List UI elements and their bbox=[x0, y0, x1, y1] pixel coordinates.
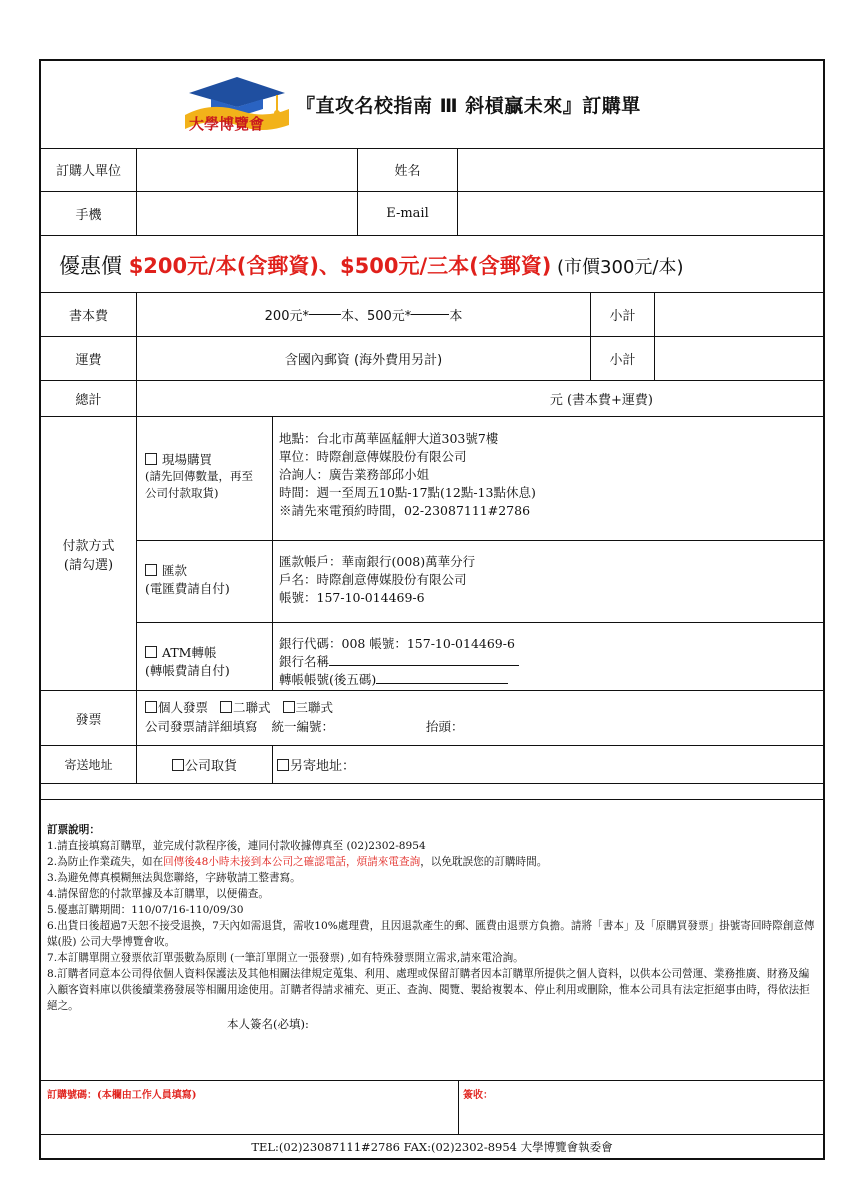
invoice-label: 發票 bbox=[41, 691, 137, 745]
invoice-row bbox=[41, 691, 823, 746]
remit-details: 匯款帳戶：華南銀行(008)萬華分行 戶名：時際創意傳媒股份有限公司 帳號：157-10-014469-6 bbox=[279, 554, 476, 605]
company-pickup-option[interactable]: 公司取貨 bbox=[137, 746, 273, 783]
notes-section bbox=[41, 800, 823, 1081]
address-label: 寄送地址 bbox=[41, 746, 137, 783]
spacer-row bbox=[41, 784, 823, 800]
payment-remit bbox=[137, 540, 823, 623]
triplicate-invoice-option[interactable]: 三聯式 bbox=[283, 700, 334, 715]
tax-id-field[interactable]: 統一編號： bbox=[271, 719, 335, 734]
notes-heading: 訂票說明： bbox=[47, 824, 100, 836]
payment-label: 付款方式 (請勾選) bbox=[41, 417, 137, 690]
book-fee-subtotal-label: 小計 bbox=[591, 293, 655, 336]
note-6: 6.出貨日後超過7天恕不接受退換，7天內如需退貨，需收10%處理費，且因退款產生的郵、匯費由退票方負擔。請將「書本」及「原購買發票」掛號寄回時際創意傳媒(股) 公司大學博覽會收。 bbox=[47, 920, 815, 948]
note-1: 1.請直接填寫訂購單，並完成付款程序後，連同付款收據傳真至 (02)2302-8954 bbox=[47, 840, 426, 852]
note-7: 7.本訂購單開立發票依訂單張數為原則 (一筆訂單開立一張發票) ,如有特殊發票開立需求,請來電洽詢。 bbox=[47, 952, 524, 964]
onsite-option[interactable]: 現場購買 (請先回傳數量，再至 公司付款取貨) bbox=[137, 417, 273, 540]
order-number-field[interactable]: 訂購號碼：(本欄由工作人員填寫) bbox=[41, 1081, 459, 1134]
email-label: E-mail bbox=[358, 192, 458, 235]
total-value[interactable]: 元 (書本費+運費) bbox=[549, 393, 653, 408]
shipping-subtotal-input[interactable] bbox=[655, 337, 823, 380]
sign-receipt-field[interactable]: 簽收： bbox=[463, 1090, 493, 1101]
onsite-checkbox[interactable] bbox=[145, 453, 157, 465]
orderer-unit-input[interactable] bbox=[137, 148, 358, 191]
name-input[interactable] bbox=[458, 148, 823, 191]
price-row bbox=[41, 236, 823, 293]
atm-checkbox[interactable] bbox=[145, 646, 157, 658]
orderer-unit-label: 訂購人單位 bbox=[41, 148, 137, 191]
note-4: 4.請保留您的付款單據及本訂購單，以便備查。 bbox=[47, 888, 269, 900]
transfer-account-input[interactable] bbox=[376, 683, 508, 684]
bank-name-input[interactable] bbox=[329, 665, 519, 666]
other-address-option[interactable]: 另寄地址： bbox=[273, 746, 823, 783]
university-expo-logo bbox=[181, 75, 293, 137]
order-form bbox=[39, 59, 825, 1160]
order-notes bbox=[47, 822, 817, 1032]
signature-field[interactable]: 本人簽名(必填): bbox=[227, 1017, 309, 1031]
orderer-row bbox=[41, 148, 823, 192]
email-input[interactable] bbox=[458, 192, 823, 235]
mobile-input[interactable] bbox=[137, 192, 358, 235]
invoice-title-field[interactable]: 抬頭： bbox=[426, 719, 464, 734]
atm-details: 銀行代碼：008 帳號：157-10-014469-6 銀行名稱 轉帳帳號(後五碼) bbox=[279, 635, 519, 689]
shipping-label: 運費 bbox=[41, 337, 137, 380]
form-title: 『直攻名校指南 Ⅲ 斜槓贏未來』訂購單 bbox=[296, 95, 641, 117]
book-fee-label: 書本費 bbox=[41, 293, 137, 336]
total-row bbox=[41, 381, 823, 417]
name-label: 姓名 bbox=[358, 148, 458, 191]
atm-option[interactable]: ATM轉帳 (轉帳費請自付) bbox=[137, 622, 273, 690]
contact-row bbox=[41, 192, 823, 236]
note-8: 8.訂購者同意本公司得依個人資料保護法及其他相關法律規定蒐集、利用、處理或保留訂購者因本訂購單所提供之個人資料，以供本公司營運、業務推廣、財務及編入顧客資料庫以供後續業務發展等相關用途使用。訂購者得請求補充、更正、查詢、閱覽、製給複製本、停止利用或刪除，惟本公司具有法定拒絕事由時，得依法拒絕之。 bbox=[47, 968, 810, 1012]
office-row bbox=[41, 1081, 823, 1135]
shipping-subtotal-label: 小計 bbox=[591, 337, 655, 380]
invoice-options: 個人發票 二聯式 三聯式 公司發票請詳細填寫 統一編號： 抬頭： bbox=[145, 700, 464, 734]
price-deal: $200元/本(含郵資)、$500元/三本(含郵資) bbox=[128, 254, 552, 278]
duplicate-invoice-option[interactable]: 二聯式 bbox=[220, 700, 271, 715]
payment-atm bbox=[137, 622, 823, 690]
personal-invoice-option[interactable]: 個人發票 bbox=[145, 700, 208, 715]
remit-checkbox[interactable] bbox=[145, 564, 157, 576]
price-banner bbox=[59, 250, 684, 280]
svg-text:大學博覽會: 大學博覽會 bbox=[189, 115, 265, 133]
shipping-row bbox=[41, 337, 823, 381]
remit-option[interactable]: 匯款 (電匯費請自付) bbox=[137, 540, 273, 622]
price-prefix: 優惠價 bbox=[59, 254, 129, 278]
book-fee-subtotal-input[interactable] bbox=[655, 293, 823, 336]
form-header bbox=[41, 61, 823, 149]
payment-section bbox=[41, 417, 823, 691]
note-5: 5.優惠訂購期間：110/07/16-110/09/30 bbox=[47, 904, 244, 916]
onsite-details: 地點：台北市萬華區艋舺大道303號7樓 單位：時際創意傳媒股份有限公司 洽詢人：廣告業務部邱小姐 時間：週一至周五10點-17點(12點-13點休息) ※請先來電預約時間，02-23087111#2786 bbox=[279, 431, 536, 518]
payment-onsite bbox=[137, 417, 823, 541]
address-row bbox=[41, 746, 823, 784]
note-3: 3.為避免傳真模糊無法與您聯絡，字跡敬請工整書寫。 bbox=[47, 872, 301, 884]
form-footer: TEL:(02)23087111#2786 FAX:(02)2302-8954 大學博覽會執委會 bbox=[251, 1139, 613, 1154]
shipping-value: 含國內郵資 (海外費用另計) bbox=[137, 337, 591, 380]
mobile-label: 手機 bbox=[41, 192, 137, 235]
total-label: 總計 bbox=[41, 381, 137, 416]
note-2: 2.為防止作業疏失，如在回傳後48小時未接到本公司之確認電話，煩請來電查詢，以免耽誤您的訂購時間。 bbox=[47, 856, 548, 868]
price-market: (市價300元/本) bbox=[551, 257, 684, 278]
book-fee-row bbox=[41, 293, 823, 337]
book-fee-value[interactable]: 200元* 本、500元* 本 bbox=[137, 293, 591, 336]
